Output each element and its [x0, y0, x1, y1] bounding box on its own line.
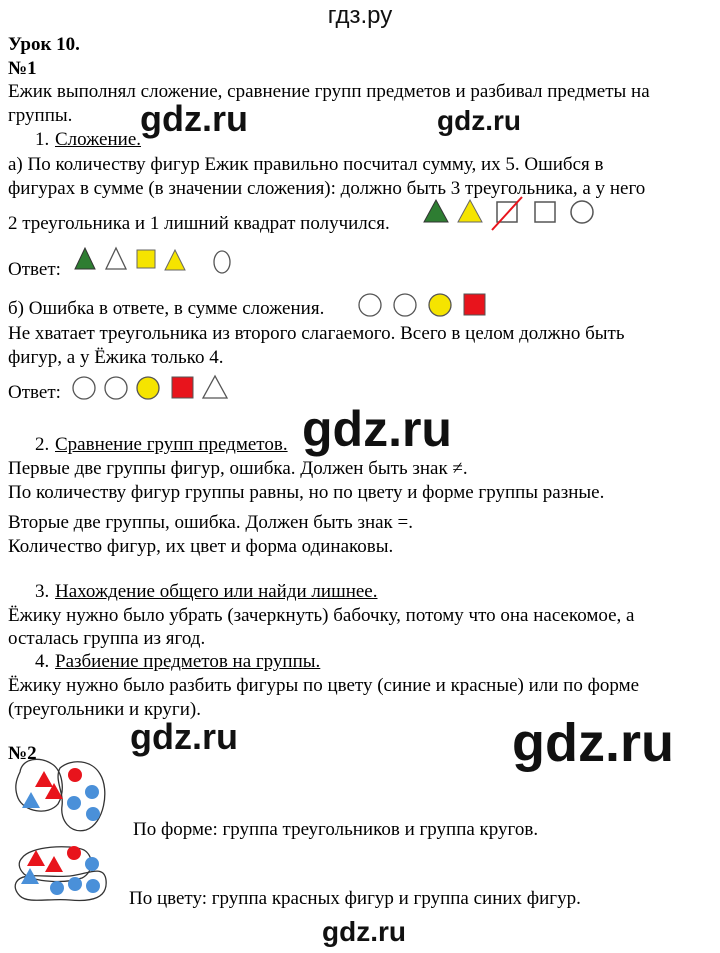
- section-1-heading: Сложение.: [55, 129, 142, 150]
- blue-circle-icon: [50, 881, 64, 895]
- intro-line-1: Ежик выполнял сложение, сравнение групп предметов и разбивал предметы на: [8, 81, 650, 102]
- blue-circle-icon: [86, 807, 100, 821]
- watermark: gdz.ru: [302, 401, 452, 457]
- red-circle-icon: [67, 846, 81, 860]
- red-square-icon: [172, 377, 193, 398]
- s1-b-line-1: б) Ошибка в ответе, в сумме сложения.: [8, 298, 325, 319]
- lesson-title: Урок 10.: [8, 34, 80, 55]
- section-4-number: 4.: [35, 651, 50, 672]
- watermark: gdz.ru: [437, 105, 521, 136]
- s1-a-line-1: а) По количеству фигур Ежик правильно посчитал сумму, их 5. Ошибся в: [8, 154, 604, 175]
- section-2-number: 2.: [35, 434, 50, 455]
- circle-icon: [571, 201, 593, 223]
- red-square-icon: [464, 294, 485, 315]
- blue-circle-icon: [85, 785, 99, 799]
- blue-circle-icon: [68, 877, 82, 891]
- blue-circle-icon: [85, 857, 99, 871]
- watermark: gdz.ru: [140, 98, 248, 139]
- s1-a-line-3: 2 треугольника и 1 лишний квадрат получился.: [8, 213, 390, 234]
- s2-line-2: По количеству фигур группы равны, но по цвету и форме группы разные.: [8, 482, 605, 503]
- yellow-circle-icon: [429, 294, 451, 316]
- circle-group-outline-icon: [58, 762, 105, 831]
- yellow-circle-icon: [137, 377, 159, 399]
- yellow-triangle-icon: [165, 250, 185, 270]
- watermark: gdz.ru: [130, 716, 238, 757]
- circle-outline-icon: [73, 377, 95, 399]
- section-3-number: 3.: [35, 581, 50, 602]
- blue-triangle-icon: [22, 792, 40, 808]
- s2-line-3: Вторые две группы, ошибка. Должен быть знак =.: [8, 512, 413, 533]
- section-2-heading: Сравнение групп предметов.: [55, 434, 288, 455]
- s4-line-1: Ёжику нужно было разбить фигуры по цвету (синие и красные) или по форме: [8, 675, 640, 696]
- answer-b-label: Ответ:: [8, 382, 61, 403]
- task-2-label: №2: [8, 743, 37, 764]
- green-triangle-icon: [424, 200, 448, 222]
- red-triangle-icon: [45, 856, 63, 872]
- s1-b-line-2: Не хватает треугольника из второго слагаемого. Всего в целом должно быть: [8, 323, 625, 344]
- yellow-square-icon: [137, 250, 155, 268]
- blue-circle-icon: [86, 879, 100, 893]
- watermark: gdz.ru: [322, 916, 406, 947]
- section-1-number: 1.: [35, 129, 50, 150]
- circle-outline-icon: [105, 377, 127, 399]
- task-1-label: №1: [8, 58, 37, 79]
- blue-circle-icon: [67, 796, 81, 810]
- s4-line-2: (треугольники и круги).: [8, 699, 201, 720]
- section-4-heading: Разбиение предметов на группы.: [55, 651, 321, 672]
- s1-a-line-2: фигурах в сумме (в значении сложения): должно быть 3 треугольника, а у него: [8, 178, 646, 199]
- s3-line-1: Ёжику нужно было убрать (зачеркнуть) бабочку, потому что она насекомое, а: [8, 605, 635, 626]
- s2-line-1: Первые две группы фигур, ошибка. Должен быть знак ≠.: [8, 458, 468, 479]
- s1-b-line-3: фигур, а у Ёжика только 4.: [8, 347, 224, 368]
- red-triangle-icon: [35, 771, 53, 787]
- s3-line-2: осталась группа из ягод.: [8, 628, 206, 649]
- answer-a-label: Ответ:: [8, 259, 61, 280]
- section-3-heading: Нахождение общего или найди лишнее.: [55, 581, 378, 602]
- task-2-by-color: По цвету: группа красных фигур и группа синих фигур.: [129, 888, 581, 909]
- circle-outline-icon: [359, 294, 381, 316]
- green-triangle-icon: [75, 248, 95, 269]
- square-icon: [535, 202, 555, 222]
- circle-outline-icon: [214, 251, 230, 273]
- red-circle-icon: [68, 768, 82, 782]
- site-header: гдз.ру: [327, 2, 393, 29]
- triangle-outline-icon: [203, 376, 227, 398]
- triangle-outline-icon: [106, 248, 126, 269]
- watermark: gdz.ru: [512, 713, 674, 773]
- intro-line-2: группы.: [8, 105, 73, 126]
- s2-line-4: Количество фигур, их цвет и форма одинаковы.: [8, 536, 394, 557]
- task-2-by-shape: По форме: группа треугольников и группа кругов.: [133, 819, 539, 840]
- yellow-triangle-icon: [458, 200, 482, 222]
- circle-outline-icon: [394, 294, 416, 316]
